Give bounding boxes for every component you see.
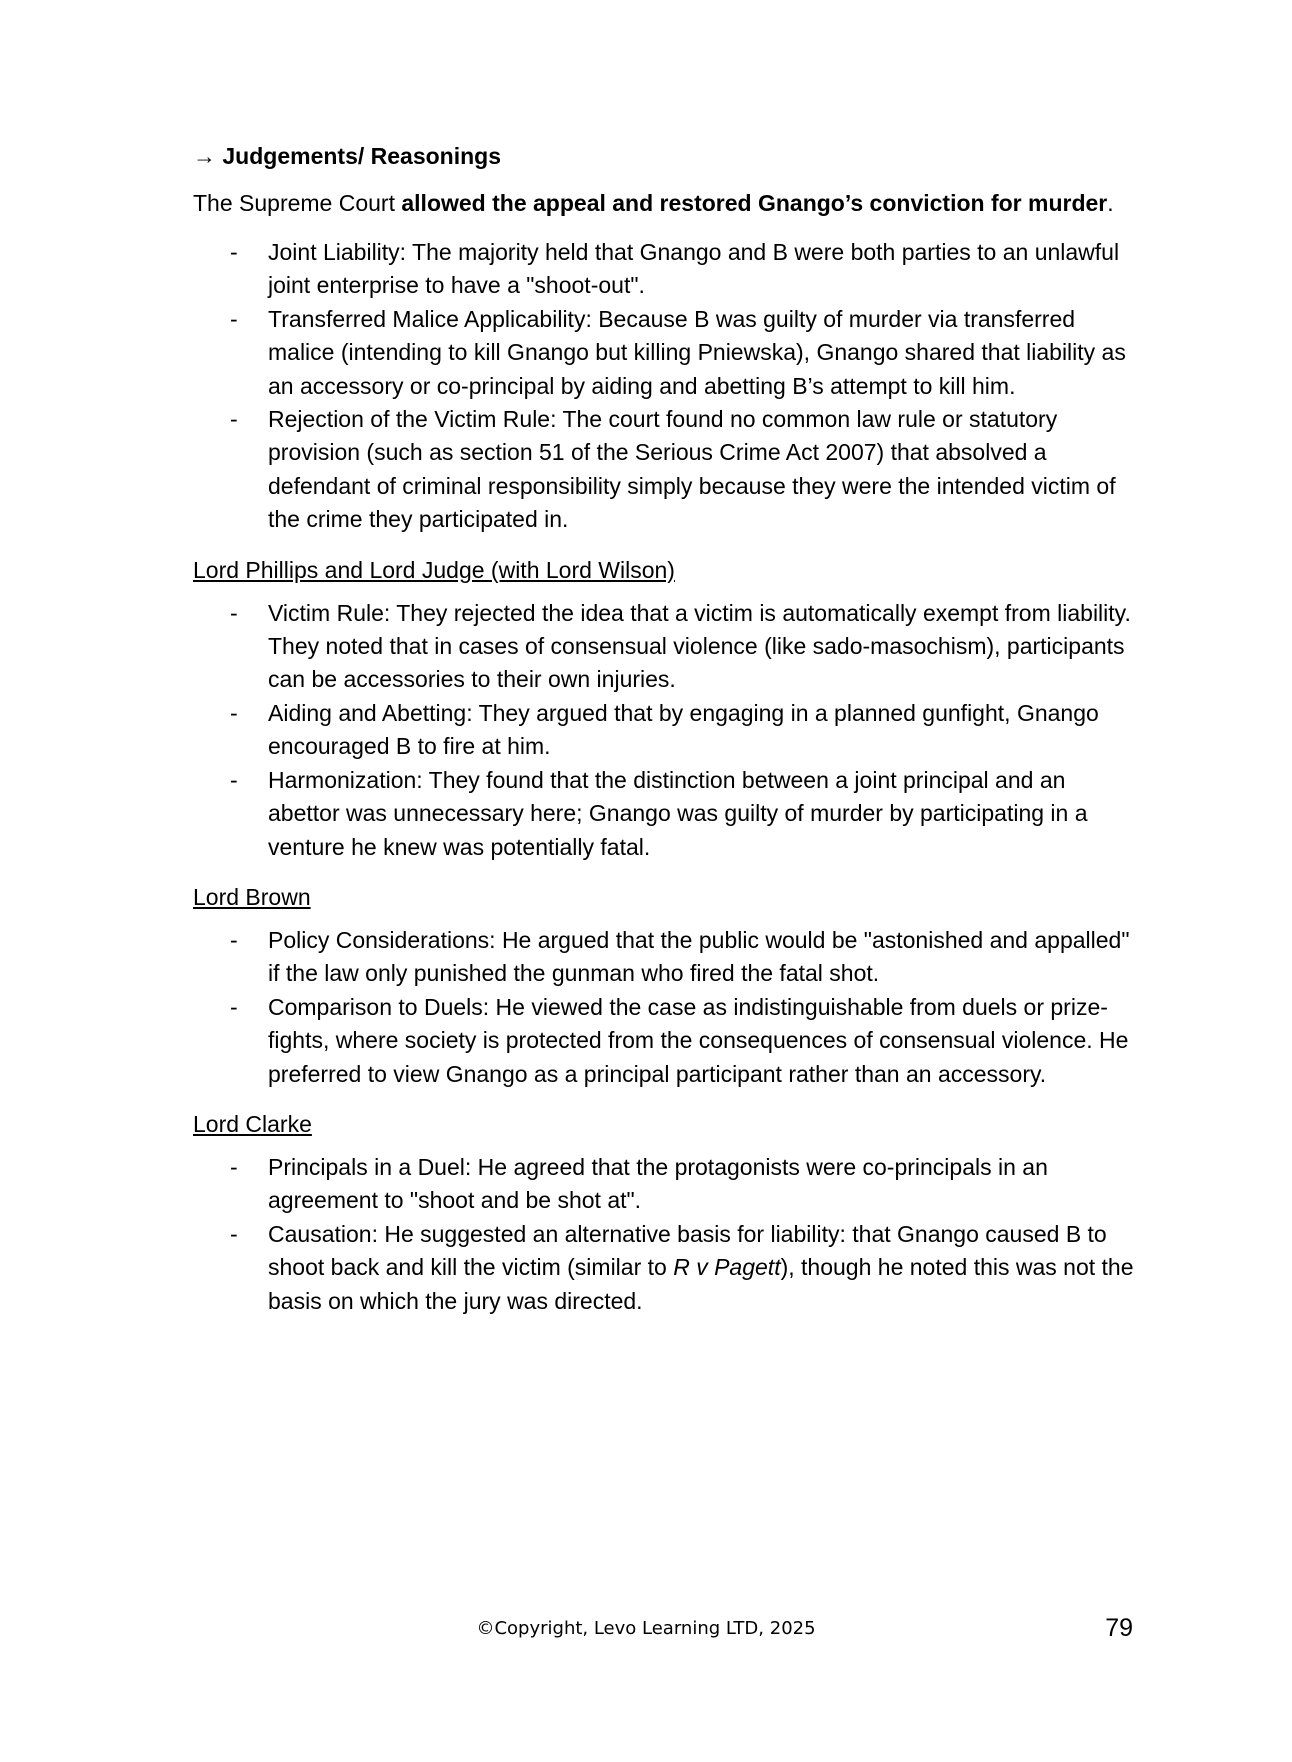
clarke-list: [193, 1151, 1143, 1318]
section-title-clarke: Lord Clarke: [193, 1110, 312, 1137]
list-item: [193, 924, 1143, 991]
copyright-footer: ©Copyright, Levo Learning LTD, 2025: [476, 1618, 816, 1639]
list-item: [193, 236, 1143, 303]
majority-list: [193, 236, 1143, 537]
list-item: [193, 1151, 1143, 1218]
list-item-text: Transferred Malice Applicability: Because B was guilty of murder via transferred malice (intending to kill Gnango but killing Pniewska), Gnango shared that liability as an accessory or co-principal by aiding and abetting B’s attempt to kill him.: [268, 305, 1126, 399]
page-number: 79: [1105, 1614, 1133, 1642]
list-item: [193, 697, 1143, 764]
page-content: [193, 140, 1143, 1334]
bullet-dash: -: [230, 699, 238, 726]
list-item: [193, 991, 1143, 1091]
list-item-text: Rejection of the Victim Rule: The court found no common law rule or statutory provision (such as section 51 of the Serious Crime Act 2007) that absolved a defendant of criminal responsibility simply because they were the intended victim of the crime they participated in.: [268, 406, 1116, 533]
list-item-text: Victim Rule: They rejected the idea that a victim is automatically exempt from liability. They noted that in cases of consensual violence (like sado-masochism), participants can be accessories to their own injuries.: [268, 599, 1131, 693]
bullet-dash: -: [230, 926, 238, 953]
list-item-text: Policy Considerations: He argued that the public would be "astonished and appalled" if the law only punished the gunman who fired the fatal shot.: [268, 926, 1130, 987]
list-item: [193, 403, 1143, 537]
list-item-text: Joint Liability: The majority held that Gnango and B were both parties to an unlawful joint enterprise to have a "shoot-out".: [268, 239, 1120, 299]
brown-list: [193, 924, 1143, 1091]
list-item: [193, 597, 1143, 697]
list-item: [193, 764, 1143, 864]
list-item-text: Comparison to Duels: He viewed the case as indistinguishable from duels or prize-fights, where society is protected from the consequences of consensual violence. He preferred to view Gnango as a principal participant rather than an accessory.: [268, 993, 1129, 1087]
causation-text-before: Causation: He suggested an alternative basis for liability: that Gnango caused B to shoot back and kill the victim (similar to: [268, 1220, 1107, 1281]
bullet-dash: -: [230, 305, 238, 332]
intro-paragraph: [193, 186, 1143, 220]
phillips-judge-list: [193, 597, 1143, 864]
bullet-dash: -: [230, 599, 238, 626]
section-heading: → Judgements/ Reasonings: [193, 143, 502, 169]
bullet-dash: -: [230, 406, 238, 433]
bullet-dash: -: [230, 239, 238, 265]
list-item-text: [268, 1221, 1134, 1314]
bullet-dash: -: [230, 1153, 238, 1180]
section-title-brown: Lord Brown: [193, 883, 311, 910]
bullet-dash: -: [230, 993, 238, 1020]
intro-bold: allowed the appeal and restored Gnango’s conviction for murder: [401, 190, 1108, 216]
list-item: [193, 1218, 1143, 1318]
causation-text-after: ), though he noted this was not the basis on which the jury was directed.: [268, 1254, 1134, 1314]
list-item: [193, 303, 1143, 403]
case-name: R v Pagett: [673, 1254, 781, 1281]
section-title-phillips-judge: Lord Phillips and Lord Judge (with Lord Wilson): [193, 556, 675, 583]
list-item-text: Principals in a Duel: He agreed that the protagonists were co-principals in an agreement to "shoot and be shot at".: [268, 1153, 1048, 1214]
intro-prefix: The Supreme Court: [193, 190, 402, 216]
intro-suffix: .: [1107, 190, 1114, 216]
list-item-text: Harmonization: They found that the distinction between a joint principal and an abettor was unnecessary here; Gnango was guilty of murder by participating in a venture he knew was potentially fatal.: [268, 766, 1088, 860]
bullet-dash: -: [230, 1220, 238, 1247]
list-item-text: Aiding and Abetting: They argued that by engaging in a planned gunfight, Gnango encouraged B to fire at him.: [268, 699, 1099, 760]
bullet-dash: -: [230, 766, 238, 793]
